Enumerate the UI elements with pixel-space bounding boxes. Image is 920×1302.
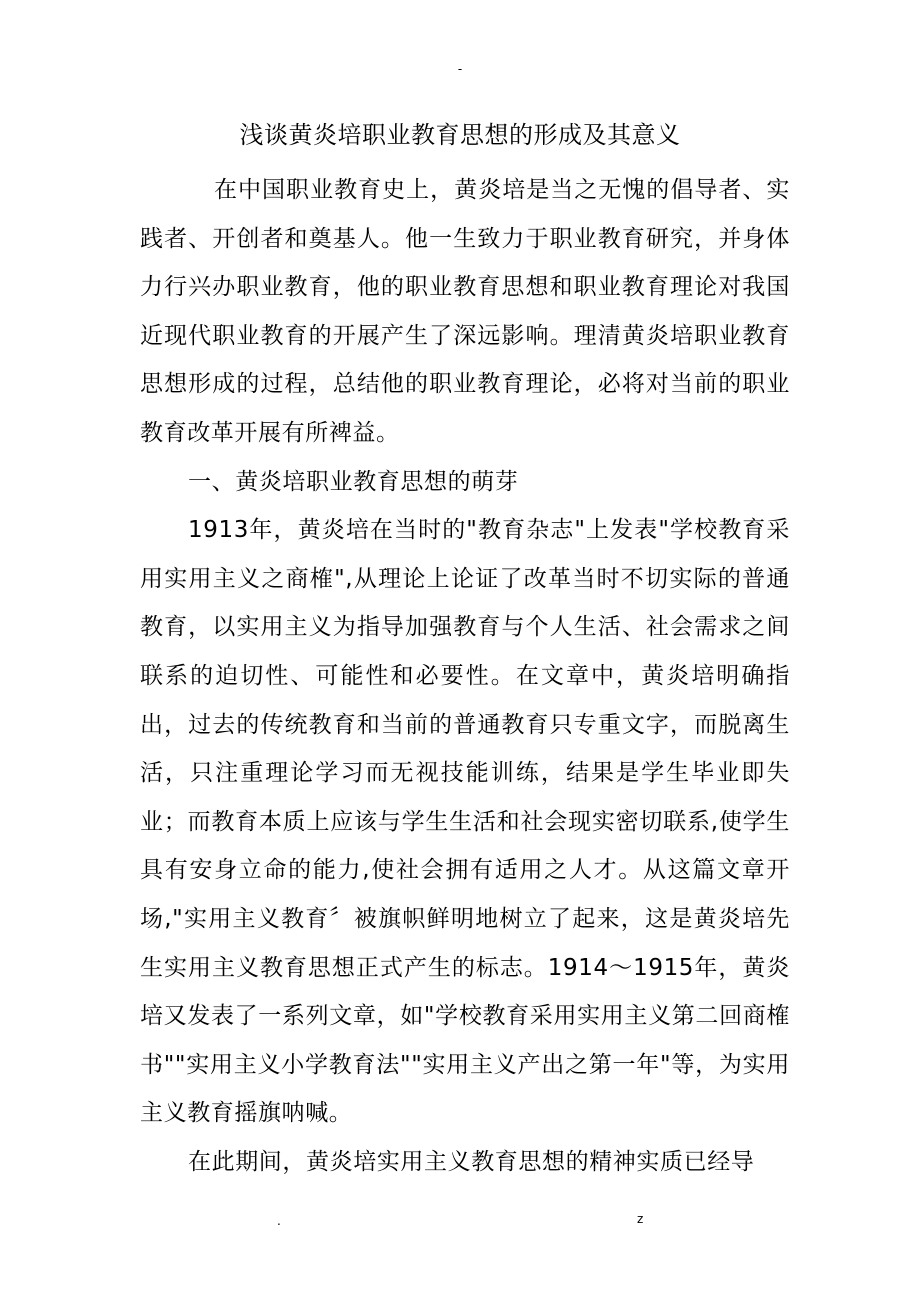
page-header-mark: - [457,62,463,76]
section-heading-1: 一、黄炎培职业教育思想的萌芽 [188,468,519,495]
page-footer-right-mark: z [637,1212,644,1226]
page-footer-left-mark: . [277,1214,281,1228]
document-title: 浅谈黄炎培职业教育思想的形成及其意义 [239,121,681,149]
paragraph-in-this-period: 在此期间，黄炎培实用主义教育思想的精神实质已经导 [188,1148,755,1175]
paragraph-intro: 在中国职业教育史上，黄炎培是当之无愧的倡导者、实践者、开创者和奠基人。他一生致力于职业教育研究，并身体力行兴办职业教育，他的职业教育思想和职业教育理论对我国近现代职业教育的开展产生了深远影响。理清黄炎培职业教育思想形成的过程，总结他的职业教育理论，必将对当前的职业教育改革开展有所裨益。 [140,177,790,446]
paragraph-1913-article: 1913年，黄炎培在当时的"教育杂志"上发表"学校教育采用实用主义之商榷",从理论上论证了改革当时不切实际的普通教育，以实用主义为指导加强教育与个人生活、社会需求之间联系的迫切性、可能性和必要性。在文章中，黄炎培明确指出，过去的传统教育和当前的普通教育只专重文字，而脱离生活，只注重理论学习而无视技能训练，结果是学生毕业即失业；而教育本质上应该与学生生活和社会现实密切联系,使学生具有安身立命的能力,使社会拥有适用之人才。从这篇文章开场,"实用主义教育〞被旗帜鲜明地树立了起来，这是黄炎培先生实用主义教育思想正式产生的标志。1914～1915年，黄炎培又发表了一系列文章，如"学校教育采用实用主义第二回商榷书""实用主义小学教育法""实用主义产出之第一年"等，为实用主义教育摇旗呐喊。 [140,517,790,1127]
document-body [140,166,790,1186]
